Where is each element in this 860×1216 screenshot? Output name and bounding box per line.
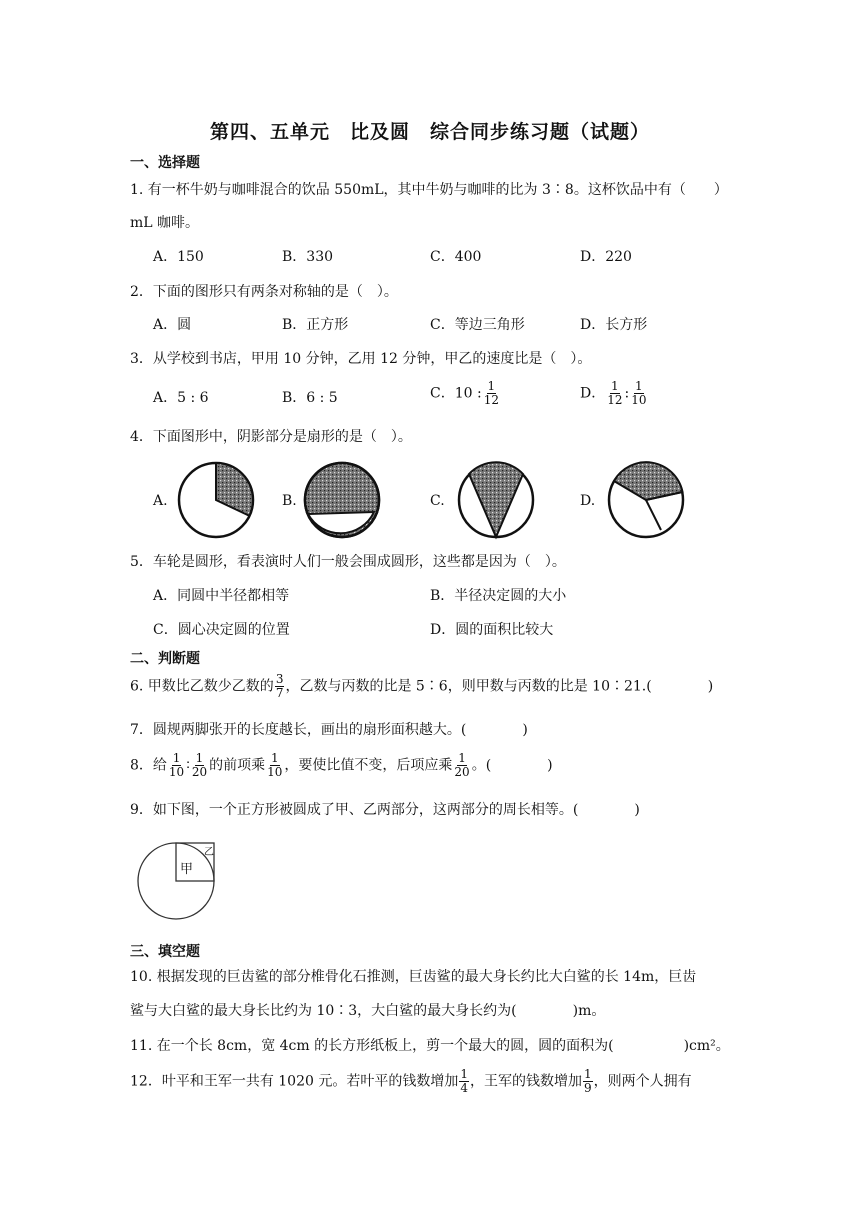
question-6: 6. 甲数比乙数少乙数的 $\frac{3}{7}$ ，乙数与丙数的比是 5∶6，则甲数与丙数的比是 10∶21.( ) [130, 672, 714, 700]
q4-option-a-label[interactable]: A. [153, 493, 168, 509]
q2-option-a[interactable]: A．圆 [153, 317, 192, 333]
q12-fraction-1: $\frac{1}{4}$ [460, 1067, 468, 1095]
question-9: 9．如下图，一个正方形被圆成了甲、乙两部分，这两部分的周长相等。( ) [130, 802, 640, 818]
q4-figure-d-sector-icon[interactable] [606, 460, 686, 540]
q5-option-d[interactable]: D．圆的面积比较大 [430, 622, 554, 638]
q5-option-a[interactable]: A．同圆中半径都相等 [153, 588, 290, 604]
q9-label-yi: 乙 [204, 847, 214, 858]
q3-option-d-sep: : [624, 385, 630, 402]
question-11: 11. 在一个长 8cm，宽 4cm 的长方形纸板上，剪一个最大的圆，圆的面积为( )cm²。 [130, 1038, 730, 1054]
q9-label-jia: 甲 [180, 862, 194, 877]
q2-option-c[interactable]: C．等边三角形 [430, 317, 525, 333]
question-2: 2．下面的图形只有两条对称轴的是（ ）。 [130, 284, 398, 300]
q2-option-b[interactable]: B．正方形 [282, 317, 349, 333]
q1-option-a[interactable]: A．150 [153, 249, 204, 265]
section-heading-fill: 三、填空题 [130, 944, 200, 960]
q3-option-b[interactable]: B．6 : 5 [282, 390, 338, 406]
question-8: 8．给 $\frac{1}{10}$ ∶ $\frac{1}{20}$ 的前项乘 $\frac{1}{10}$ ，要使比值不变，后项应乘 $\frac{1}{20}$ 。( ) [130, 751, 553, 779]
page-title: 第四、五单元 比及圆 综合同步练习题（试题） [209, 121, 650, 143]
q8-fraction-1: $\frac{1}{10}$ [168, 751, 185, 779]
q3-option-a[interactable]: A．5 : 6 [153, 390, 209, 406]
q3-option-c[interactable] [430, 380, 501, 407]
q3-option-c-label: C． [430, 385, 455, 402]
question-7: 7．圆规两脚张开的长度越长，画出的扇形面积越大。( ) [130, 722, 528, 738]
q6-fraction: $\frac{3}{7}$ [275, 672, 284, 700]
section-heading-judgment: 二、判断题 [130, 651, 200, 667]
question-1-line2: mL 咖啡。 [130, 215, 200, 231]
q8-fraction-3: $\frac{1}{10}$ [267, 751, 283, 779]
q4-figure-b-segment-icon[interactable] [302, 460, 382, 540]
question-3: 3．从学校到书店，甲用 10 分钟，乙用 12 分钟，甲乙的速度比是（ ）。 [130, 351, 592, 367]
q5-option-c[interactable]: C．圆心决定圆的位置 [153, 622, 290, 638]
q4-option-b-label[interactable]: B. [282, 493, 297, 509]
q1-option-d[interactable]: D．220 [580, 249, 632, 265]
question-10-line2: 鲨与大白鲨的最大身长比约为 10∶3，大白鲨的最大身长约为( )m。 [130, 1003, 606, 1019]
question-10-line1: 10. 根据发现的巨齿鲨的部分椎骨化石推测，巨齿鲨的最大身长约比大白鲨的长 14m，巨齿 [130, 969, 697, 985]
q3-option-d-label: D． [580, 385, 606, 402]
question-1-line1: 1. 有一杯牛奶与咖啡混合的饮品 550mL，其中牛奶与咖啡的比为 3∶8。这杯饮品中有（ ） [130, 182, 728, 198]
q8-fraction-2: $\frac{1}{20}$ [191, 751, 208, 779]
q1-option-c[interactable]: C．400 [430, 249, 482, 265]
q1-option-b[interactable]: B．330 [282, 249, 334, 265]
q3-option-c-lead: 10 : [454, 385, 482, 402]
q3-option-c-fraction: $\frac{1}{12}$ [483, 379, 499, 407]
q12-fraction-2: $\frac{1}{9}$ [583, 1067, 592, 1095]
q5-option-b[interactable]: B．半径决定圆的大小 [430, 588, 567, 604]
q4-option-c-label[interactable]: C. [430, 493, 445, 509]
q4-figure-c-triangle-icon[interactable] [456, 460, 536, 540]
q3-option-d-fraction-1: $\frac{1}{12}$ [607, 379, 623, 407]
q2-option-d[interactable]: D．长方形 [580, 317, 648, 333]
q8-fraction-4: $\frac{1}{20}$ [454, 751, 470, 779]
q3-option-d-fraction-2: $\frac{1}{10}$ [631, 379, 647, 407]
question-4: 4．下面图形中，阴影部分是扇形的是（ ）。 [130, 429, 412, 445]
section-heading-choice: 一、选择题 [130, 155, 200, 171]
q3-option-d[interactable] [580, 380, 649, 407]
q4-figure-a-sector-icon[interactable] [176, 460, 256, 540]
q4-option-d-label[interactable]: D. [580, 493, 596, 509]
question-5: 5．车轮是圆形，看表演时人们一般会围成圆形，这些都是因为（ ）。 [130, 554, 566, 570]
question-12: 12．叶平和王军一共有 1020 元。若叶平的钱数增加 $\frac{1}{4}$ ，王军的钱数增加 $\frac{1}{9}$ ，则两个人拥有 [130, 1067, 692, 1095]
